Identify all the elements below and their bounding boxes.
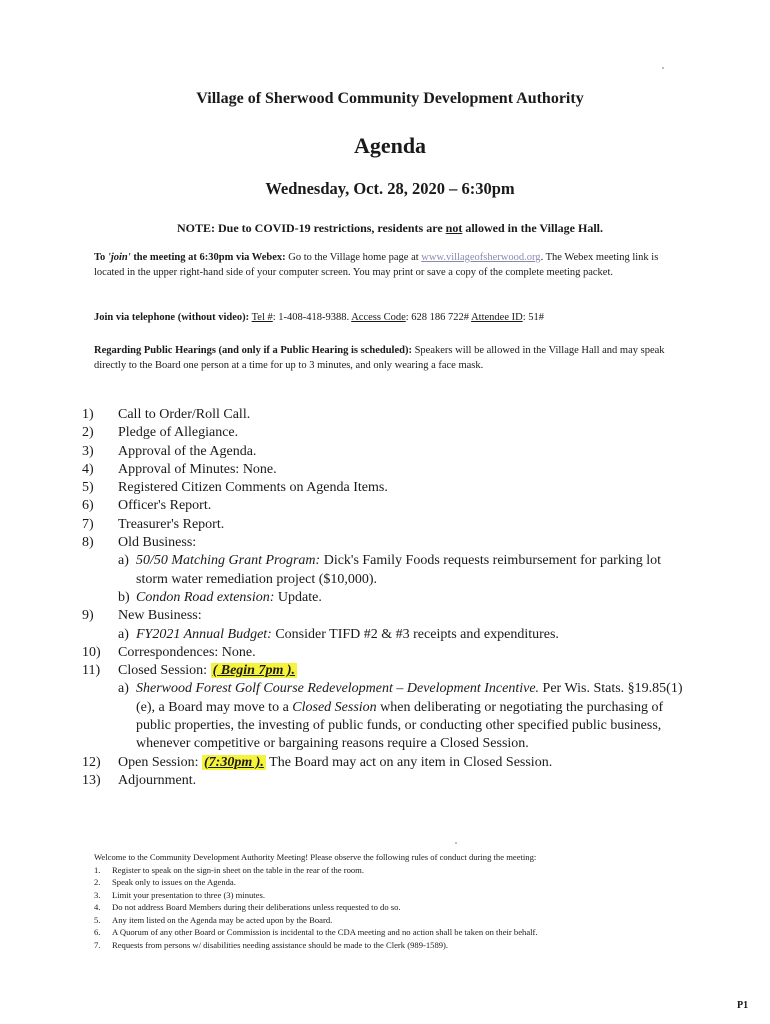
agenda-item bbox=[82, 424, 692, 442]
item-number: 5) bbox=[82, 480, 94, 496]
rule-item bbox=[94, 939, 694, 952]
agenda-item bbox=[82, 772, 692, 790]
item-number: 1) bbox=[82, 407, 94, 422]
webex-lead bbox=[94, 252, 286, 263]
item-number: 13) bbox=[82, 772, 101, 788]
subitem-letter: a) bbox=[118, 681, 129, 697]
item-text: New Business: bbox=[118, 608, 202, 624]
subitem-letter: a) bbox=[118, 553, 129, 569]
agenda-item-closed-session bbox=[82, 662, 692, 680]
access-code-value: : 628 186 722# bbox=[405, 312, 472, 323]
scan-speck bbox=[662, 67, 664, 69]
old-business-subitem bbox=[82, 589, 692, 607]
scan-speck bbox=[455, 842, 457, 844]
village-website-link[interactable]: www.villageofsherwood.org bbox=[421, 252, 541, 263]
item-text: Pledge of Allegiance. bbox=[118, 425, 239, 441]
agenda-item bbox=[82, 479, 692, 497]
rule-number: 3. bbox=[94, 889, 101, 900]
closed-session-subitem bbox=[82, 680, 692, 753]
page-number: P1 bbox=[737, 1000, 749, 1011]
rule-item bbox=[94, 876, 694, 889]
subitem-letter: b) bbox=[118, 589, 130, 605]
item-number: 9) bbox=[82, 608, 94, 624]
new-business-subitem bbox=[82, 626, 692, 644]
item-text: Old Business: bbox=[118, 535, 197, 551]
tel-label: Tel # bbox=[251, 312, 273, 323]
agenda-list bbox=[82, 406, 692, 790]
webex-lead-b: the meeting at 6:30pm via Webex: bbox=[130, 252, 286, 263]
item-text-after: The Board may act on any item in Closed Session. bbox=[265, 754, 553, 770]
rules-intro: Welcome to the Community Development Authority Meeting! Please observe the following rules of conduct during the meeting: bbox=[94, 852, 537, 862]
item-text: Registered Citizen Comments on Agenda Items. bbox=[118, 480, 388, 496]
agenda-item bbox=[82, 644, 692, 662]
item-text: Officer's Report. bbox=[118, 498, 212, 514]
item-number: 11) bbox=[82, 663, 101, 679]
old-business-subitem bbox=[82, 552, 692, 589]
subitem-text: Dick's Family Foods requests reimbursement for parking lot storm water remediation project ($10,000). bbox=[136, 553, 662, 587]
rule-number: 5. bbox=[94, 914, 101, 925]
rule-item bbox=[94, 864, 694, 877]
meeting-date: Wednesday, Oct. 28, 2020 – 6:30pm bbox=[265, 179, 515, 198]
subitem-emphasis: Closed Session bbox=[292, 699, 377, 715]
agenda-item-new-business bbox=[82, 607, 692, 625]
item-text: Adjournment. bbox=[118, 772, 197, 788]
subitem-text: Consider TIFD #2 & #3 receipts and expenditures. bbox=[271, 626, 559, 642]
agenda-item bbox=[82, 497, 692, 515]
rule-item bbox=[94, 914, 694, 927]
subitem-title: Condon Road extension: bbox=[136, 589, 275, 605]
rule-item bbox=[94, 926, 694, 939]
item-number: 12) bbox=[82, 754, 101, 770]
subitem-text-b: when deliberating or negotiating the purchasing of public properties, the investing of public funds, or conducting other specified public business, whenever competitive or bargaining reasons require a Closed Session. bbox=[136, 699, 664, 752]
item-number: 6) bbox=[82, 498, 94, 514]
item-text: Correspondences: None. bbox=[118, 644, 256, 660]
agenda-title: Agenda bbox=[353, 133, 427, 158]
webex-lead-join: 'join' bbox=[107, 252, 131, 263]
rule-number: 4. bbox=[94, 902, 101, 912]
note-emphasis: not bbox=[445, 221, 463, 235]
public-hearing-paragraph bbox=[94, 343, 684, 373]
subitem-title: 50/50 Matching Grant Program: bbox=[136, 553, 321, 569]
item-text: Closed Session: bbox=[118, 663, 211, 679]
agenda-item bbox=[82, 443, 692, 461]
subitem-title: FY2021 Annual Budget: bbox=[136, 626, 272, 642]
note-suffix: allowed in the Village Hall. bbox=[462, 221, 603, 235]
webex-lead-a: To bbox=[94, 252, 108, 263]
tel-value: : 1-408-418-9388. bbox=[272, 312, 352, 323]
rule-text: Requests from persons w/ disabilities needing assistance should be made to the Clerk (989-1589). bbox=[112, 939, 449, 950]
rule-number: 1. bbox=[94, 864, 101, 875]
agenda-item-open-session bbox=[82, 754, 692, 772]
hearing-text: Speakers will be allowed in the Village Hall and may speak directly to the Board one person at a time for up to 3 minutes, and only wearing a face mask. bbox=[94, 345, 665, 371]
agenda-item-old-business bbox=[82, 534, 692, 552]
subitem-title: Sherwood Forest Golf Course Redevelopment – Development Incentive. bbox=[136, 681, 540, 697]
rule-text: Do not address Board Members during their deliberations unless requested to do so. bbox=[112, 902, 401, 912]
rule-text: A Quorum of any other Board or Commission is incidental to the CDA meeting and no action shall be taken on their behalf. bbox=[112, 927, 538, 937]
closed-session-time-highlight: ( Begin 7pm ). bbox=[212, 663, 296, 679]
attendee-id-value: : 51# bbox=[522, 312, 544, 323]
rule-item bbox=[94, 889, 694, 902]
access-code-label: Access Code bbox=[351, 312, 406, 323]
note-prefix: NOTE: Due to COVID-19 restrictions, residents are bbox=[177, 221, 446, 235]
rule-number: 2. bbox=[94, 877, 101, 887]
subitem-text-a: Per Wis. Stats. §19.85(1)(e), a Board may move to a bbox=[136, 681, 683, 715]
item-number: 8) bbox=[82, 535, 94, 551]
rule-item bbox=[94, 901, 694, 914]
phone-lead: Join via telephone (without video): bbox=[94, 312, 250, 323]
item-number: 10) bbox=[82, 644, 101, 660]
agenda-item bbox=[82, 461, 692, 479]
rule-text: Speak only to issues on the Agenda. bbox=[112, 877, 236, 887]
item-number: 4) bbox=[82, 461, 94, 477]
rule-number: 6. bbox=[94, 927, 101, 937]
item-number: 7) bbox=[82, 516, 94, 532]
rules-of-conduct bbox=[94, 851, 694, 951]
rule-number: 7. bbox=[94, 939, 101, 950]
item-text: Open Session: bbox=[118, 754, 202, 770]
webex-join-paragraph bbox=[94, 250, 684, 280]
rule-text: Any item listed on the Agenda may be acted upon by the Board. bbox=[112, 914, 333, 925]
item-text: Approval of Minutes: None. bbox=[118, 461, 277, 477]
agenda-item bbox=[82, 516, 692, 534]
webex-text-a: Go to the Village home page at bbox=[285, 252, 422, 263]
webex-text-b: . The Webex meeting link is located in the upper right-hand side of your computer screen. You may print or save a copy of the complete meeting packet. bbox=[94, 252, 659, 278]
item-text: Approval of the Agenda. bbox=[118, 443, 257, 459]
open-session-time-highlight: (7:30pm ). bbox=[204, 754, 264, 770]
attendee-id-label: Attendee ID bbox=[471, 312, 523, 323]
subitem-letter: a) bbox=[118, 626, 129, 642]
rule-text: Limit your presentation to three (3) minutes. bbox=[112, 889, 265, 900]
subitem-text: Update. bbox=[274, 589, 322, 605]
phone-join-paragraph bbox=[94, 310, 684, 325]
covid-note bbox=[0, 221, 770, 236]
item-number: 3) bbox=[82, 443, 94, 459]
hearing-lead: Regarding Public Hearings (and only if a Public Hearing is scheduled): bbox=[94, 345, 412, 356]
item-text: Call to Order/Roll Call. bbox=[118, 407, 251, 422]
agenda-item bbox=[82, 406, 692, 424]
rule-text: Register to speak on the sign-in sheet on the table in the rear of the room. bbox=[112, 864, 365, 875]
item-number: 2) bbox=[82, 425, 94, 441]
organization-title: Village of Sherwood Community Development Authority bbox=[196, 90, 584, 107]
item-text: Treasurer's Report. bbox=[118, 516, 225, 532]
